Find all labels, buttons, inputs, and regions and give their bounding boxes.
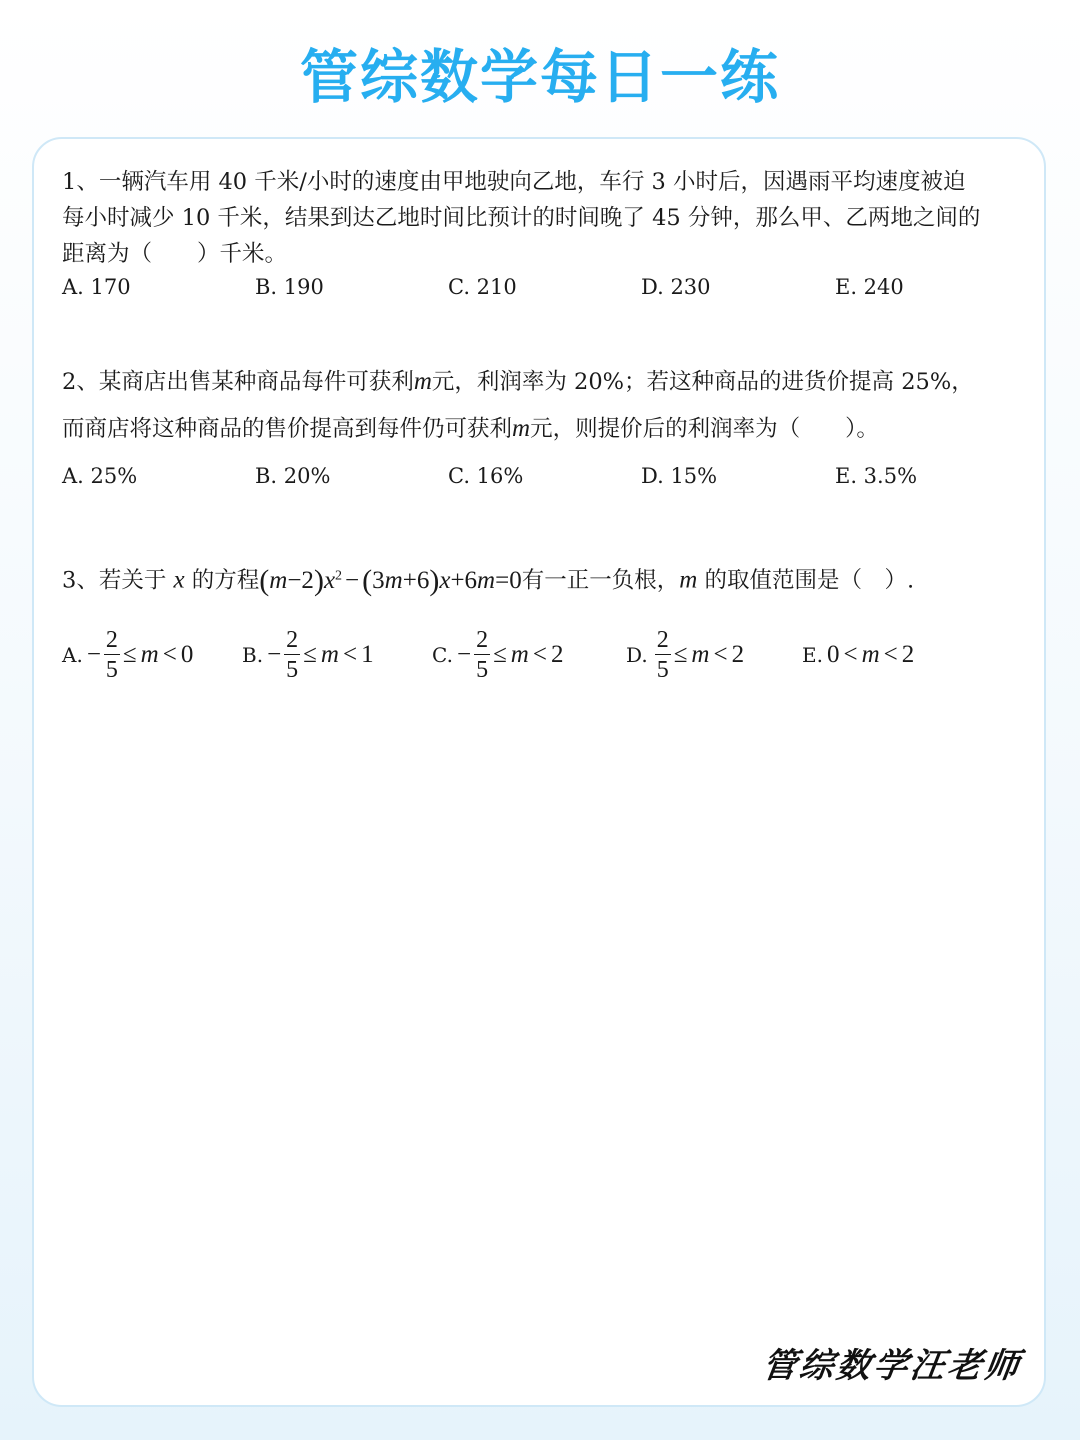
eq-var-x-2: x: [439, 566, 451, 594]
question-1-line-1: 1、一辆汽车用 40 千米/小时的速度由甲地驶向乙地，车行 3 小时后，因遇雨平均速度被迫: [62, 169, 966, 195]
fraction: [655, 628, 671, 682]
eq-minus: −: [345, 566, 360, 594]
option-var: m: [861, 641, 880, 668]
option-var: m: [510, 641, 529, 668]
option-relation: ≤: [122, 641, 137, 668]
option-relation-2: <: [532, 641, 547, 668]
option-label: B.: [242, 643, 264, 667]
eq-var-m: m: [269, 566, 288, 594]
author-signature: 管综数学汪老师: [759, 1346, 1025, 1386]
question-3-prefix: 3、若关于: [62, 567, 167, 594]
fraction-numerator: 2: [476, 627, 489, 653]
eq-minus-two: −2: [287, 566, 314, 594]
question-2-line-2-start: 而商店将这种商品的售价提高到每件仍可获利: [62, 416, 513, 442]
question-3-var-x: x: [173, 566, 185, 594]
option-var: m: [691, 641, 710, 668]
option-sign: −: [456, 641, 472, 668]
question-2-line-1-start: 2、某商店出售某种商品每件可获利: [62, 369, 414, 395]
question-1-option-a: A. 170: [62, 275, 131, 299]
equation: [259, 563, 522, 597]
option-label: A.: [62, 643, 83, 667]
question-3-mid: 的方程: [191, 567, 260, 594]
option-label: C.: [432, 643, 453, 667]
question-2-option-e: E. 3.5%: [835, 464, 918, 488]
option-relation: ≤: [673, 641, 688, 668]
eq-plus-six: +6: [402, 566, 430, 594]
eq-paren-open: (: [259, 563, 270, 597]
question-2-option-a: A. 25%: [62, 464, 138, 488]
option-bound: 1: [361, 641, 374, 668]
eq-paren-open-2: (: [362, 563, 373, 597]
question-3-stem: [62, 554, 914, 603]
eq-plus-six-2: +6: [450, 566, 478, 594]
option-bound: 0: [180, 641, 194, 668]
question-1-option-c: C. 210: [448, 275, 517, 299]
question-1-line-3: 距离为（ ）千米。: [62, 241, 288, 267]
question-2-option-d: D. 15%: [641, 464, 718, 488]
eq-var-m-3: m: [477, 566, 496, 594]
eq-three: 3: [372, 566, 385, 594]
question-1-line-2: 每小时减少 10 千米，结果到达乙地时间比预计的时间晚了 45 分钟，那么甲、乙两地之间的: [62, 205, 981, 231]
option-var: m: [320, 641, 339, 668]
eq-paren-close-2: ): [429, 563, 440, 597]
question-3-suffix-start: 有一正一负根，: [521, 567, 680, 594]
question-3-option-c: [432, 622, 563, 688]
fraction: [474, 628, 490, 682]
question-1-option-e: E. 240: [835, 275, 904, 299]
question-2-line-1: [62, 364, 974, 400]
option-label: E.: [802, 643, 823, 667]
option-sign: −: [267, 641, 282, 668]
eq-paren-close: ): [313, 563, 324, 597]
eq-exponent: 2: [335, 568, 343, 583]
option-bound: 2: [901, 641, 915, 668]
fraction-denominator: 5: [476, 657, 489, 683]
option-label: D.: [626, 643, 648, 667]
question-3-suffix-end: 的取值范围是（ ）.: [704, 567, 915, 594]
option-relation: ≤: [493, 641, 507, 668]
option-relation-2: <: [162, 641, 177, 668]
fraction-numerator: 2: [105, 627, 118, 653]
question-2-line-1-end: 元，利润率为 20%；若这种商品的进货价提高 25%，: [431, 369, 974, 395]
option-relation: <: [843, 641, 858, 668]
fraction-numerator: 2: [286, 627, 299, 653]
question-3-option-e: [802, 622, 914, 688]
fraction-denominator: 5: [656, 657, 669, 683]
question-3-var-m: m: [679, 566, 698, 594]
question-2-line-2-end: 元，则提价后的利润率为（ ）。: [530, 416, 879, 442]
page-title: 管综数学每日一练: [299, 43, 780, 111]
question-1-option-b: B. 190: [255, 275, 324, 299]
option-relation: ≤: [303, 641, 317, 668]
eq-var-x: x: [323, 566, 336, 594]
eq-equals-zero: =0: [495, 566, 522, 594]
option-bound: 2: [731, 641, 745, 668]
option-sign: −: [86, 641, 101, 668]
option-relation-2: <: [713, 641, 728, 668]
question-card: [32, 137, 1046, 1407]
fraction-denominator: 5: [286, 657, 299, 683]
option-lower: 0: [826, 641, 840, 668]
question-1-option-d: D. 230: [641, 275, 711, 299]
option-var: m: [140, 641, 159, 668]
fraction-denominator: 5: [105, 657, 118, 683]
question-2-var-m: m: [512, 415, 531, 442]
question-3-option-b: [242, 622, 374, 688]
question-2-option-c: C. 16%: [448, 464, 524, 488]
fraction: [104, 628, 120, 682]
fraction: [284, 628, 300, 682]
eq-var-m-2: m: [384, 566, 403, 594]
question-2-option-b: B. 20%: [255, 464, 331, 488]
option-bound: 2: [550, 641, 564, 668]
question-2-var-m: m: [413, 368, 432, 395]
question-2-line-2: [62, 411, 879, 447]
question-3-option-a: [62, 622, 193, 688]
fraction-numerator: 2: [656, 627, 669, 653]
question-3-option-d: [626, 622, 744, 688]
option-relation-2: <: [883, 641, 898, 668]
option-relation-2: <: [342, 641, 358, 668]
